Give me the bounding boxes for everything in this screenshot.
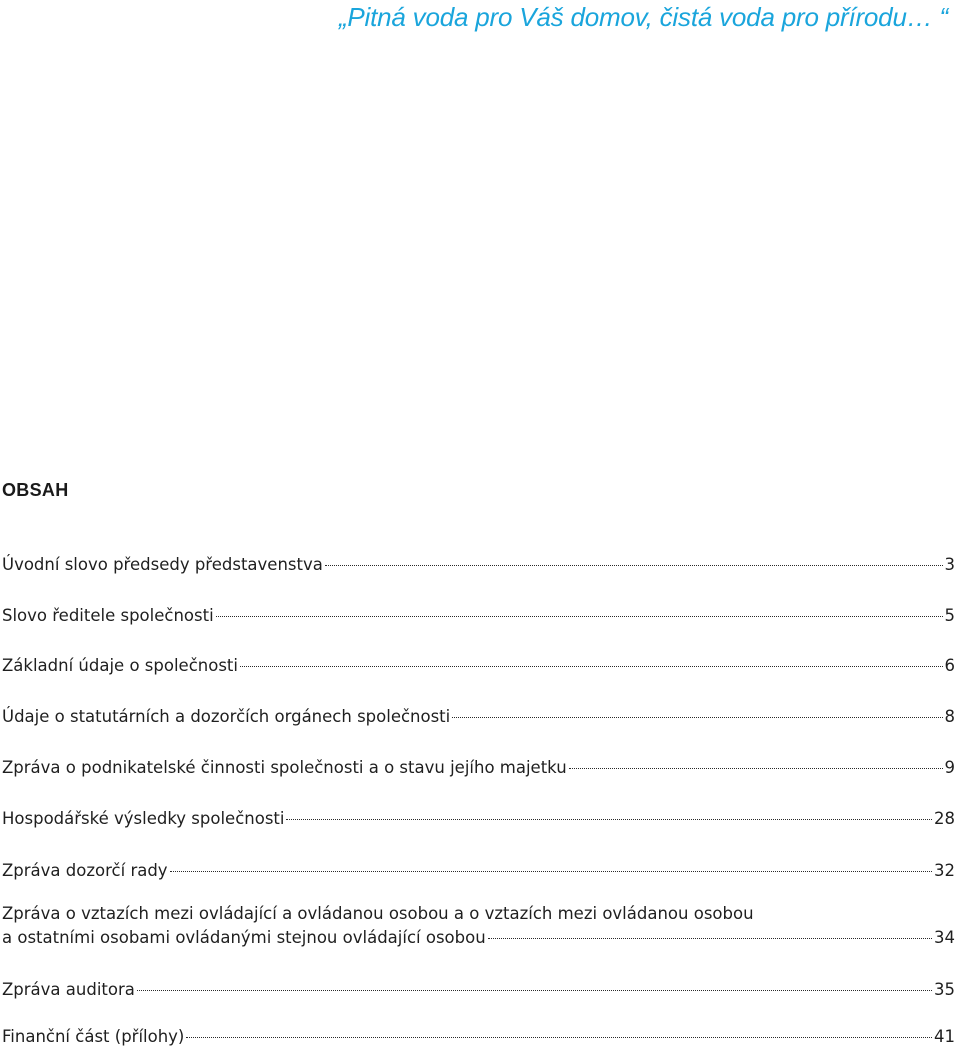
toc-entry xyxy=(2,553,955,577)
toc-entry xyxy=(2,705,955,729)
toc-entry-title: Finanční část (přílohy) xyxy=(2,1027,185,1046)
toc-entry xyxy=(2,1025,955,1049)
toc-entry-title: Základní údaje o společnosti xyxy=(2,656,238,675)
toc-entry xyxy=(2,756,955,780)
toc-entry xyxy=(2,604,955,628)
toc-entry-title: Zpráva o podnikatelské činnosti společnosti a o stavu jejího majetku xyxy=(2,758,567,777)
slogan-header: „Pitná voda pro Váš domov, čistá voda pro přírodu… “ xyxy=(338,2,948,32)
toc-entry-title: Zpráva dozorčí rady xyxy=(2,861,168,880)
toc-leader-dots xyxy=(452,717,942,718)
toc-entry xyxy=(2,902,955,950)
toc-entry xyxy=(2,654,955,678)
toc-heading: OBSAH xyxy=(2,480,69,500)
toc-entry-title: Zpráva auditora xyxy=(2,980,135,999)
toc-entry-page: 32 xyxy=(934,861,955,880)
toc-entry-page: 5 xyxy=(944,606,955,625)
toc-entry-page: 6 xyxy=(944,656,955,675)
toc-entry-page: 28 xyxy=(934,809,955,828)
toc-leader-dots xyxy=(186,1037,932,1038)
toc-entry-page: 3 xyxy=(944,555,955,574)
toc-entry-title: Hospodářské výsledky společnosti xyxy=(2,809,285,828)
toc-leader-dots xyxy=(216,616,943,617)
toc-leader-dots xyxy=(325,565,943,566)
toc-entry-title: Úvodní slovo předsedy představenstva xyxy=(2,555,323,574)
toc-entry-page: 34 xyxy=(934,928,955,947)
toc-leader-dots xyxy=(137,990,932,991)
toc-entry-page: 9 xyxy=(944,758,955,777)
toc-leader-dots xyxy=(286,819,932,820)
toc-entry-page: 35 xyxy=(934,980,955,999)
toc-entry xyxy=(2,807,955,831)
toc-entry-page: 41 xyxy=(934,1027,955,1046)
toc-entry-title: Údaje o statutárních a dozorčích orgánech společnosti xyxy=(2,707,451,726)
toc-entry-title-line1: Zpráva o vztazích mezi ovládající a ovládanou osobou a o vztazích mezi ovládanou osobou xyxy=(2,904,754,923)
toc-leader-dots xyxy=(240,666,943,667)
toc-leader-dots xyxy=(170,871,932,872)
toc-entry-title: Slovo ředitele společnosti xyxy=(2,606,214,625)
toc-entry-title-line2: a ostatními osobami ovládanými stejnou ovládající osobou xyxy=(2,928,486,947)
toc-entry-page: 8 xyxy=(944,707,955,726)
toc-leader-dots xyxy=(488,938,932,939)
toc-entry xyxy=(2,859,955,883)
toc-entry xyxy=(2,978,955,1002)
toc-leader-dots xyxy=(569,768,943,769)
